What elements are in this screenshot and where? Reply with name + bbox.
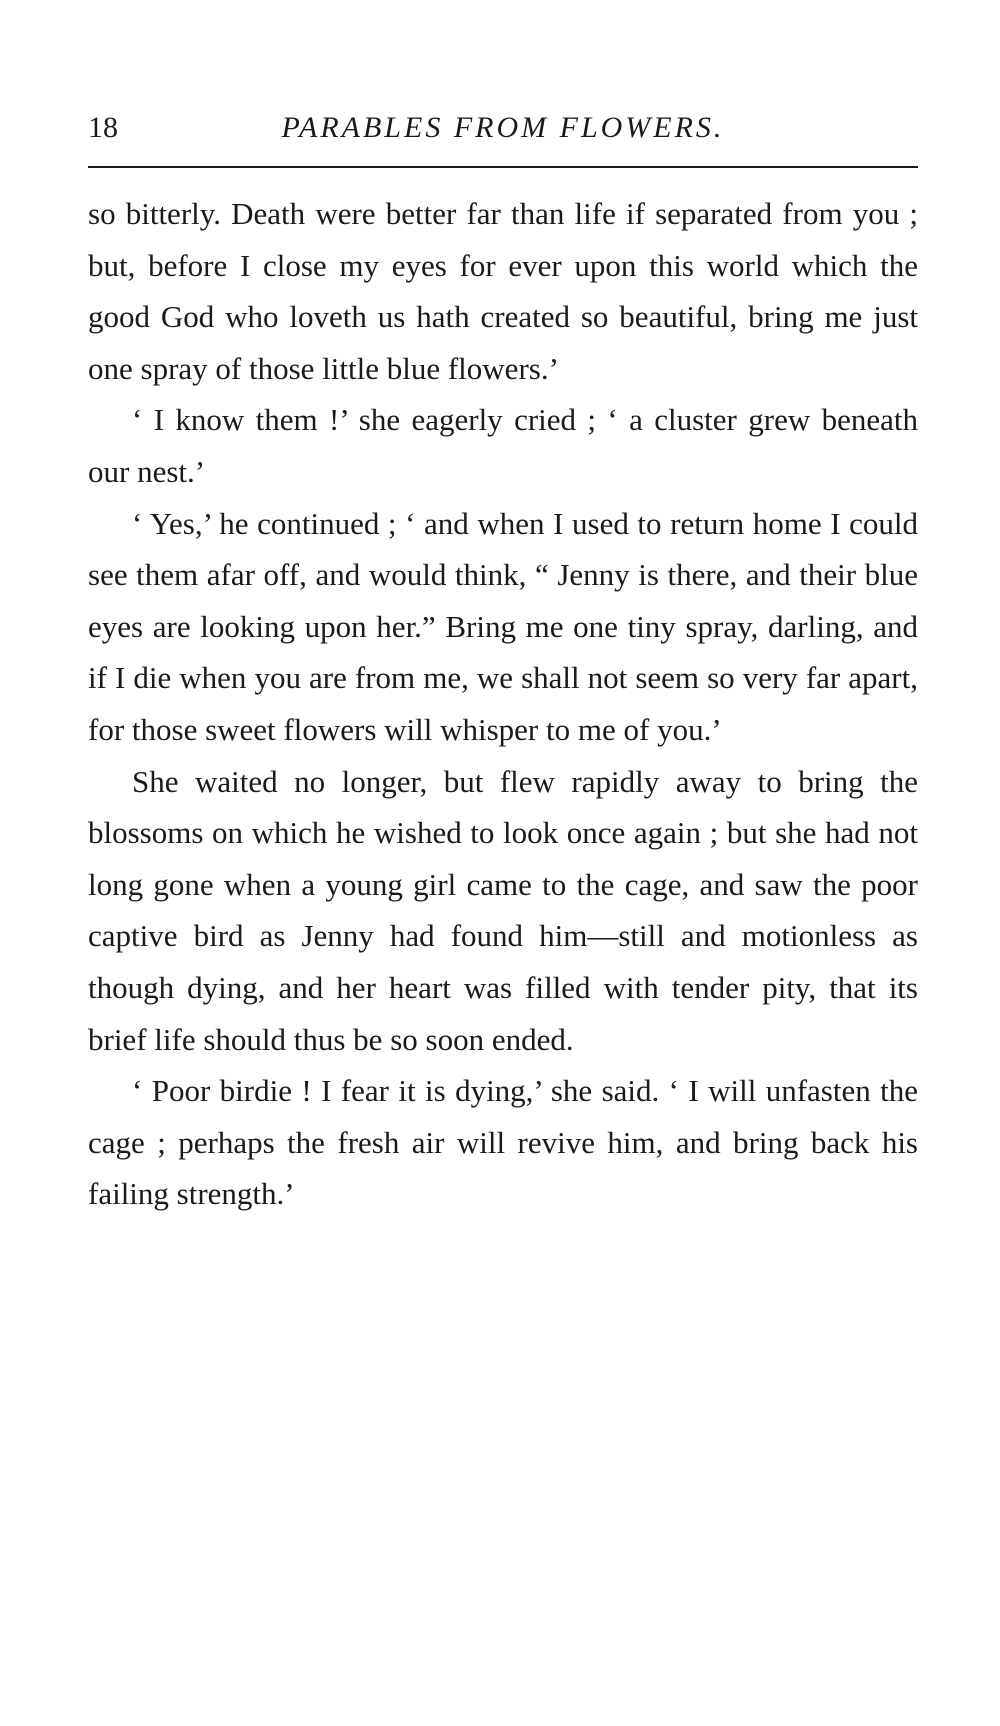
paragraph-1: so bitterly. Death were better far than life if separated from you ; but, before I close my eyes for ever upon this world which the good God who loveth us hath created so beautiful, bring me just one spray of those little blue flowers.’	[88, 196, 918, 386]
page-number: 18	[88, 111, 118, 144]
running-title: PARABLES FROM FLOWERS.	[281, 111, 725, 144]
running-head	[88, 108, 918, 148]
paragraph-3: ‘ Yes,’ he continued ; ‘ and when I used to return home I could see them afar off, and would think, “ Jenny is there, and their blue eyes are looking upon her.” Bring me one tiny spray, darling, and if I die when you are from me, we shall not seem so very far apart, for those sweet flowers will whisper to me of you.’	[88, 505, 918, 747]
body-text	[88, 188, 918, 1220]
paragraph-4: She waited no longer, but flew rapidly away to bring the blossoms on which he wished to look once again ; but she had not long gone when a young girl came to the cage, and saw the poor captive bird as Jenny had found him—still and motionless as though dying, and her heart was filled with tender pity, that its brief life should thus be so soon ended.	[88, 763, 918, 1057]
header-rule	[88, 166, 918, 168]
paragraph-2: ‘ I know them !’ she eagerly cried ; ‘ a cluster grew beneath our nest.’	[88, 402, 918, 489]
paragraph-5: ‘ Poor birdie ! I fear it is dying,’ she said. ‘ I will unfasten the cage ; perhaps the fresh air will revive him, and bring back his failing strength.’	[88, 1073, 918, 1212]
